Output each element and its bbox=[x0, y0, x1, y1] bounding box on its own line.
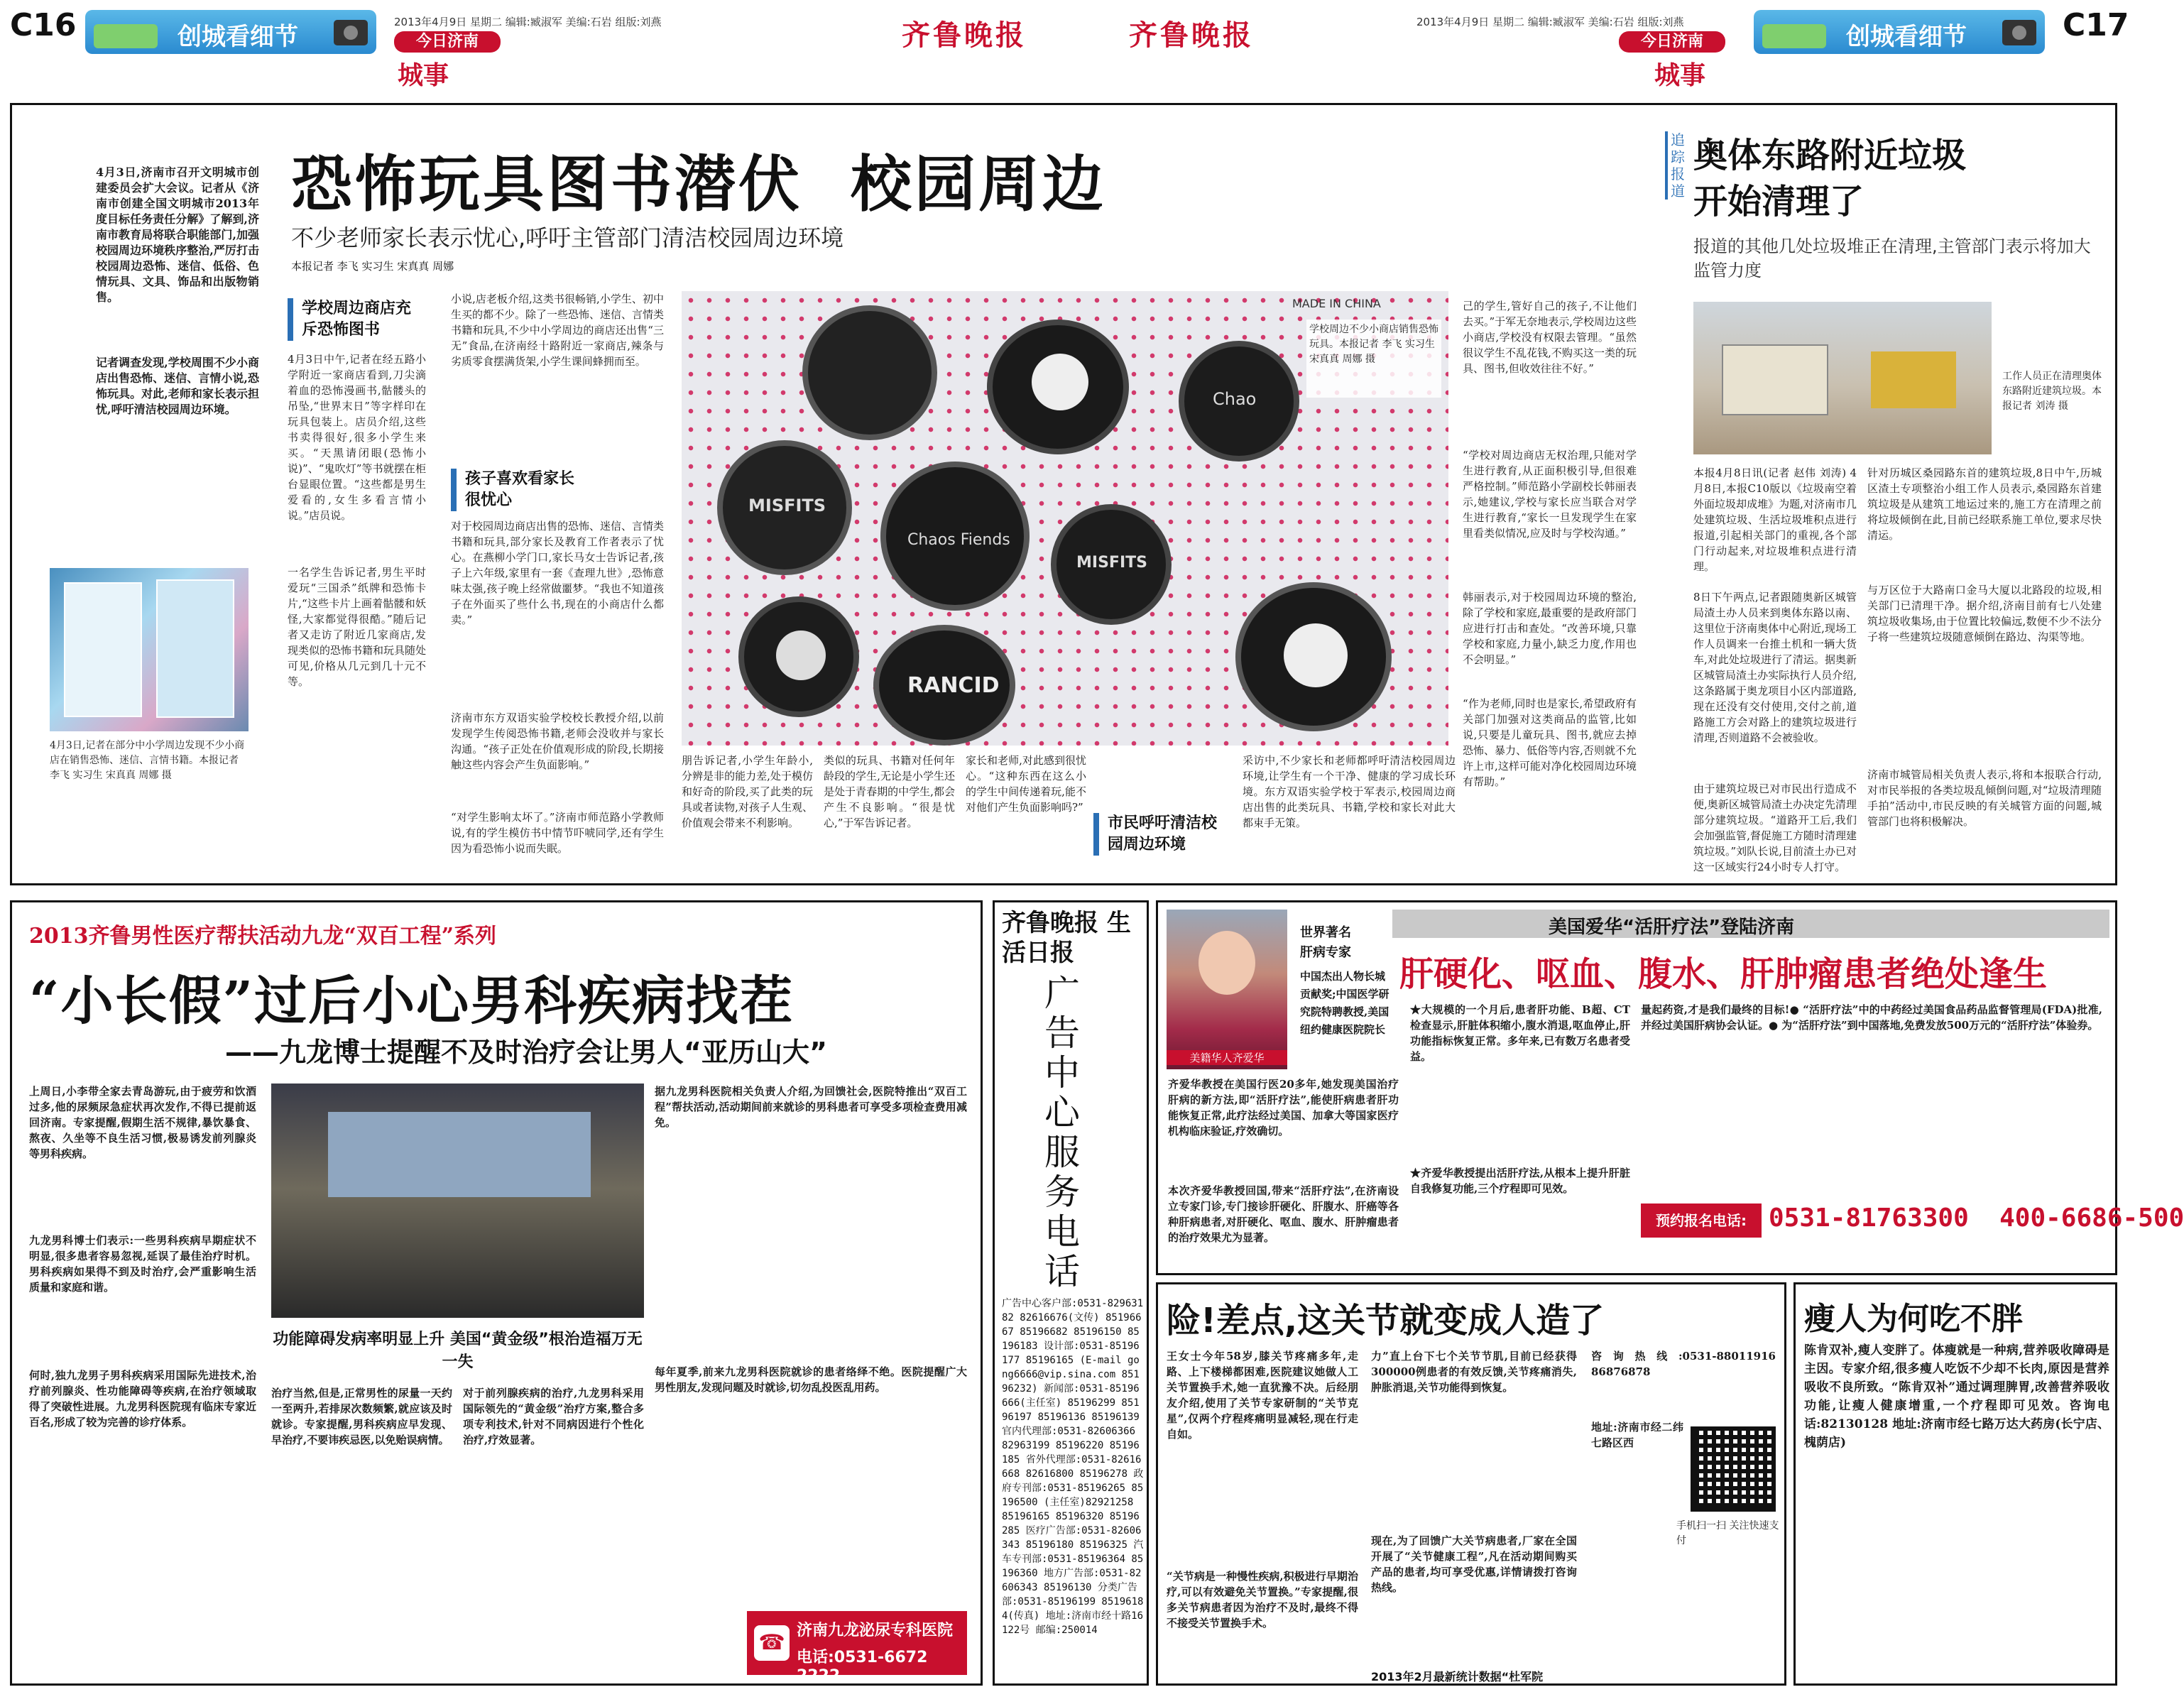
made-in-china-label: MADE IN CHINA bbox=[1292, 297, 1381, 310]
ad-male-body-1: 上周日,小李带全家去青岛游玩,由于疲劳和饮酒过多,他的尿频尿急症状再次发作,不得已提前返回济南。专家提醒,假期生活不规律,暴饮暴食、熬夜、久坐等不良生活习惯,极易诱发前列腺炎等男科疾病。 bbox=[29, 1085, 256, 1160]
weight-headline: 瘦人为何吃不胖 bbox=[1804, 1301, 2023, 1337]
garbage-photo-caption: 工作人员正在清理奥体东路附近建筑垃圾。本报记者 刘涛 摄 bbox=[2002, 371, 2102, 412]
qr-label: 手机扫一扫 关注快速支付 bbox=[1676, 1520, 1779, 1546]
badge-text: MISFITS bbox=[748, 496, 826, 515]
lead-intro: 4月3日,济南市召开文明城市创建委员会扩大会议。记者从《济南市创建全国文明城市2013年度目标任务责任分解》了解到,济南市教育局将联合职能部门,加强校园周边环境秩序整治,严厉打击校园周边恐怖、迷信、低俗、色情玩具、文具、饰品和出版物销售。 bbox=[96, 165, 259, 304]
subhead-citizens-call: 市民呼吁清洁校园周边环境 bbox=[1093, 813, 1228, 856]
joint-body-2: “关节病是一种慢性疾病,积极进行早期治疗,可以有效避免关节置换。”专家提醒,很多关节病患者因为治疗不及时,最终不得不接受关节置换手术。 bbox=[1167, 1570, 1358, 1630]
banner-left bbox=[85, 10, 376, 54]
joint-address: 地址:济南市经二纬七路区西 bbox=[1591, 1421, 1683, 1449]
lead-body-1: 4月3日中午,记者在经五路小学附近一家商店看到,刀尖滴着血的恐怖漫画书,骷髅头的吊坠,“世界末日”等字样印在玩具包装上。店员介绍,这些书卖得很好,很多小学生来买。“天黑请闭眼(恐怖小说)”、“鬼吹灯”等书就摆在柜台显眼位置。“这些都是男生爱看的,女生多看言情小说。”店员说。 bbox=[288, 353, 426, 522]
ad-male-body-6: 据九龙男科医院相关负责人介绍,为回馈社会,医院特推出“双百工程”帮扶活动,活动期间前来就诊的男科患者可享受多项检查费用减免。 bbox=[655, 1085, 967, 1129]
side-body-5: 济南市城管局相关负责人表示,将和本报联合行动,对市民举报的各类垃圾乱倾倒问题,对“垃圾清理随手拍”活动中,市民反映的有关城管方面的问题,城管部门也将积极解决。 bbox=[1867, 768, 2102, 828]
joint-body-3: 力”直上台下七个关节节肌,目前已经获得300000例患者的有效反馈,关节疼痛消失,肿胀消退,关节功能得到恢复。 bbox=[1371, 1350, 1577, 1394]
badge-misfits-1 bbox=[717, 440, 852, 575]
hotline-label: 预约报名电话: bbox=[1641, 1203, 1762, 1238]
lead-body-7: 己的学生,管好自己的孩子,不让他们去买。”于军无奈地表示,学校周边这些小商店,学校没有权限去管理。“虽然很议学生不乱花钱,不购买这一类的玩具、图书,但收效往往不好。” bbox=[1463, 300, 1637, 375]
badge-chaos-fiends bbox=[880, 462, 1030, 611]
lead-body-3: 小说,店老板介绍,这类书很畅销,小学生、初中生买的都不少。除了一些恐怖、迷信、言情类书籍和玩具,不少中小学周边的商店还出售“三无”食品,在济南经十路附近一家商店,辣条与劣质零食摆满货架,小学生课间蜂拥而至。 bbox=[451, 293, 665, 368]
expert-name: 美籍华人齐爱华 bbox=[1167, 1050, 1287, 1065]
ad-male-health bbox=[10, 900, 983, 1686]
joint-body-4: 现在,为了回馈广大关节病患者,厂家在全国开展了“关节健康工程”,凡在活动期间购买产品的患者,均可享受优惠,详情请拨打咨询热线。 bbox=[1371, 1534, 1577, 1594]
joint-footer: 2013年2月最新统计数据“杜军院 bbox=[1371, 1670, 1544, 1683]
directory-masthead: 齐鲁晚报 生活日报 bbox=[1002, 909, 1131, 967]
banner-left-text: 创城看细节 bbox=[178, 23, 298, 51]
ad-liver-therapy bbox=[1156, 900, 2184, 1275]
book-photo bbox=[50, 568, 249, 731]
badge-text: RANCID bbox=[907, 673, 1000, 698]
ad-weight-gain bbox=[1793, 1282, 2117, 1686]
section-tag-left: 今日济南 bbox=[394, 31, 501, 53]
conference-photo-caption: 功能障碍发病率明显上升 美国“黄金级”根治造福万无一失 bbox=[273, 1331, 643, 1371]
section-tag-right: 今日济南 bbox=[1619, 31, 1725, 53]
joint-body-1: 王女士今年58岁,膝关节疼痛多年,走路、上下楼梯都困难,医院建议她做人工关节置换手术,她一直犹豫不决。后经朋友介绍,使用了关节专家研制的“关节克星”,仅两个疗程疼痛明显减轻,现在行走自如。 bbox=[1167, 1350, 1358, 1441]
banner-right-text: 创城看细节 bbox=[1846, 23, 1967, 51]
hospital-name: 济南九龙泌尿专科医院 bbox=[797, 1622, 954, 1639]
conference-photo bbox=[271, 1084, 644, 1318]
lead-body-10: “作为老师,同时也是家长,希望政府有关部门加强对这类商品的监管,比如说,只要是儿童玩具、图书,就应去掉恐怖、暴力、低俗等内容,否则就不允许上市,这样可能对净化校园周边环境有帮助。” bbox=[1463, 697, 1637, 788]
badge-skull-4 bbox=[1235, 582, 1392, 731]
lead-body-8: “学校对周边商店无权治理,只能对学生进行教育,从正面积极引导,但很难严格控制。”师范路小学副校长韩丽表示,她建议,学校与家长应当联合对学生进行教育,“家长一旦发现学生在家里看类似情况,应及时与学校沟通。” bbox=[1463, 449, 1637, 540]
bus-icon bbox=[94, 24, 158, 48]
ad-service-directory bbox=[993, 900, 1149, 1686]
lead-body-5: 济南市东方双语实验学校校长教授介绍,以前发现学生传阅恐怖书籍,老师会没收并与家长沟通。“孩子正处在价值观形成的阶段,长期接触这些内容会产生负面影响。” bbox=[451, 711, 664, 771]
garbage-cleanup-photo bbox=[1693, 302, 1992, 454]
liver-body-1: 齐爱华教授在美国行医20多年,她发现美国治疗肝病的新方法,即“活肝疗法”,能使肝病患者肝功能恢复正常,此疗法经过美国、加拿大等国家医疗机构临床验证,疗效确切。 bbox=[1168, 1078, 1399, 1137]
camera-icon bbox=[2002, 20, 2036, 45]
ad-male-body-2: 九龙男科博士们表示:一些男科疾病早期症状不明显,很多患者容易忽视,延误了最佳治疗时机。男科疾病如果得不到及时治疗,会严重影响生活质量和家庭和谐。 bbox=[29, 1234, 256, 1294]
badge-skull-1 bbox=[987, 320, 1129, 454]
badge-toys-photo bbox=[682, 291, 1448, 746]
lead-body-2: 一名学生告诉记者,男生平时爱玩“三国杀”纸牌和恐怖卡片,“这些卡片上画着骷髅和妖怪,大家都觉得很酷。”随后记者又走访了附近几家商店,发现类似的恐怖书籍和玩具随处可见,价格从几元到几十元不等。 bbox=[288, 566, 427, 688]
hotline-number: 0531-81763300 400-6686-500 bbox=[1769, 1203, 2184, 1233]
expert-title-1: 世界著名 bbox=[1300, 925, 1351, 940]
side-headline-2: 开始清理了 bbox=[1693, 182, 1864, 222]
date-line-left: 2013年4月9日 星期二 编辑:臧淑军 美编:石岩 组版:刘燕 bbox=[394, 16, 662, 28]
weight-body: 陈肯双补,瘦人变胖了。体瘦就是一种病,营养吸收障碍是主因。专家介绍,很多瘦人吃饭不少却不长肉,原因是营养吸收不良所致。“陈肯双补”通过调理脾胃,改善营养吸收功能,让瘦人健康增重,一个疗程即可见效。咨询电话:82130128 地址:济南市经七路万达大药房(长宁店、槐荫店) bbox=[1804, 1343, 2109, 1450]
subhead-shop-books: 学校周边商店充斥恐怖图书 bbox=[288, 298, 422, 341]
side-body-2: 由于建筑垃圾已对市民出行造成不便,奥新区城管局渣土办决定先清理部分建筑垃圾。“道路开工后,我们会加强监管,督促施工方随时清理建筑垃圾。”刘队长说,目前渣土办已对这一区域实行24小时专人打守。 bbox=[1693, 782, 1857, 873]
expert-bio: 中国杰出人物长城贡献奖;中国医学研究院特聘教授,美国纽约健康医院院长 bbox=[1300, 970, 1389, 1036]
lead-body-4: 对于校园周边商店出售的恐怖、迷信、言情类书籍和玩具,部分家长及教育工作者表示了忧心。在燕柳小学门口,家长马女士告诉记者,孩子上六年级,家里有一套《查理九世》,恐怖意味太强,孩子晚上经常做噩梦。“我也不知道孩子在外面买了些什么书,现在的小商店什么都卖。” bbox=[451, 520, 665, 626]
lead-body-12: 朋告诉记者,小学生年龄小,分辨是非的能力差,处于模仿和好奇的阶段,买了此类的玩具或者读物,对孩子人生观、价值观会带来不利影响。 bbox=[682, 754, 813, 829]
liver-hotline bbox=[1641, 1199, 2184, 1242]
side-body-4: 与万区位于大路南口金马大厦以北路段的垃圾,相关部门已清理干净。据介绍,济南目前有七八处建筑垃圾收集场,由于位置比较偏远,数便不少不法分子将一些建筑垃圾随意倾倒在路边、沟渠等地。 bbox=[1867, 584, 2102, 643]
lead-headline: 恐怖玩具图书潜伏 校园周边 bbox=[291, 149, 1106, 220]
ad-campaign: 2013齐鲁男性医疗帮扶活动九龙“双百工程”系列 bbox=[29, 924, 497, 949]
side-body-1: 8日下午两点,记者跟随奥新区城管局渣土办人员来到奥体东路以南、这里位于济南奥体中心附近,现场工作人员调来一台推土机和一辆大货车,对此处垃圾进行了清运。据奥新区城管局渣土办实际执行人员介绍,这条路属于奥龙项目小区内部道路,现在还没有交付使用,交付之前,道路施工方会对路上的建筑垃圾进行清理,否则道路不会被验收。 bbox=[1693, 591, 1857, 744]
ad-headline: “小长假”过后小心男科疾病找茬 bbox=[29, 971, 795, 1032]
bus-icon bbox=[1762, 24, 1826, 48]
liver-body-2: 本次齐爱华教授回国,带来“活肝疗法”,在济南设立专家门诊,专门接诊肝硬化、肝腹水、肝癌等各种肝病患者,对肝硬化、呕血、腹水、肝肿瘤患者的治疗效果尤为显著。 bbox=[1168, 1184, 1399, 1244]
lead-body-13: 类似的玩具、书籍对任何年龄段的学生,无论是小学生还是处于青春期的中学生,都会产生不良影响。“很是忧心,”于军告诉记者。 bbox=[824, 754, 955, 829]
ad-male-body-3: 何时,独九龙男子男科疾病采用国际先进技术,治疗前列腺炎、性功能障碍等疾病,在治疗领域取得了突破性进展。九龙男科医院现有临床专家近百名,形成了较为完善的诊疗体系。 bbox=[29, 1369, 256, 1429]
ad-male-body-5: 对于前列腺疾病的治疗,九龙男科采用国际领先的“黄金级”治疗方案,整合多项专利技术,针对不同病因进行个性化治疗,疗效显著。 bbox=[463, 1387, 644, 1446]
side-body-3: 针对历城区桑园路东首的建筑垃圾,8日中午,历城区渣土专项整治小组工作人员表示,桑园路东首建筑垃圾是从建筑工地运过来的,施工方在清理之前将垃圾倾倒在此,目前已经联系施工单位,要求尽快清运。 bbox=[1867, 466, 2102, 542]
side-label: 追踪报道 bbox=[1665, 131, 1683, 200]
badge-skull-3 bbox=[738, 596, 859, 717]
lead-byline: 本报记者 李飞 实习生 宋真真 周娜 bbox=[291, 260, 454, 273]
banner-right bbox=[1754, 10, 2045, 54]
badge-text: Chaos Fiends bbox=[907, 531, 1010, 549]
joint-hotline: 咨询热线:0531-88011916 86876878 bbox=[1591, 1350, 1776, 1378]
liver-body-4: ★齐爱华教授提出活肝疗法,从根本上提升肝脏自我修复功能,三个疗程即可见效。 bbox=[1410, 1167, 1630, 1195]
side-headline-1: 奥体东路附近垃圾 bbox=[1693, 136, 1967, 175]
ad-joint bbox=[1156, 1282, 1786, 1686]
subhead-kids-like: 孩子喜欢看家长很忧心 bbox=[451, 469, 579, 511]
expert-title-2: 肝病专家 bbox=[1300, 945, 1351, 960]
lead-subtitle: 不少老师家长表示忧心,呼吁主管部门清洁校园周边环境 bbox=[291, 224, 844, 251]
badge-text: Chao bbox=[1213, 389, 1257, 409]
lead-body-6: “对学生影响太坏了。”济南市师范路小学教师说,有的学生模仿书中情节吓唬同学,还有学生因为看恐怖小说而失眠。 bbox=[451, 811, 664, 855]
expert-portrait bbox=[1167, 910, 1287, 1069]
liver-ad-title-bar bbox=[1392, 910, 2109, 938]
hospital-contact bbox=[747, 1611, 967, 1685]
section-name-right: 城事 bbox=[1654, 61, 1706, 90]
liver-body-5: 量起药资,才是我们最终的目标!● “活肝疗法”中的中药经过美国食品药品监督管理局(FDA)批准,并经过美国肝病协会认证。● 为“活肝疗法”到中国落地,免费发放500万元的“活肝疗法”体验券。 bbox=[1641, 1003, 2102, 1032]
hospital-hotline: 电话:0531-6672 2222 bbox=[797, 1649, 928, 1685]
section-name-left: 城事 bbox=[398, 61, 449, 90]
liver-ad-title: 美国爱华“活肝疗法”登陆济南 bbox=[1549, 917, 1795, 938]
masthead-left: 齐鲁晚报 bbox=[902, 18, 1027, 52]
side-byline: 本报4月8日讯(记者 赵伟 刘涛) 4月8日,本报C10版以《垃圾南空着 外面垃圾却成堆》为题,对济南市几处建筑垃圾、生活垃圾堆积点进行报道,引起相关部门的重视,各个部门行动起来,对垃圾堆积点进行清理。 bbox=[1693, 466, 1857, 573]
side-subtitle: 报道的其他几处垃圾堆正在清理,主管部门表示将加大监管力度 bbox=[1693, 236, 2091, 280]
directory-vertical-title: 广告中心服务电话 bbox=[1044, 973, 1080, 1292]
lead-body-9: 韩丽表示,对于校园周边环境的整治,除了学校和家庭,最重要的是政府部门应进行打击和查处。“改善环境,只靠学校和家庭,力量小,缺乏力度,作用也不会明显。” bbox=[1463, 591, 1637, 666]
phone-icon: ☎ bbox=[754, 1625, 790, 1661]
liver-ad-headline: 肝硬化、呕血、腹水、肝肿瘤患者绝处逢生 bbox=[1399, 954, 2048, 994]
liver-body-3: ★大规模的一个月后,患者肝功能、B超、CT检查显示,肝脏体积缩小,腹水消退,呕血停止,肝功能指标恢复正常。多年来,已有数万名患者受益。 bbox=[1410, 1003, 1630, 1063]
lead-body-14: 家长和老师,对此感到很忧心。“这种东西在这么小的学生中间传递着玩,能不对他们产生负面影响吗?” bbox=[966, 754, 1086, 814]
lead-body-11: 采访中,不少家长和老师都呼吁清洁校园周边环境,让学生有一个干净、健康的学习成长环境。东方双语实验学校于军表示,校园周边商店出售的此类玩具、书籍,学校和家长对此大都束手无策。 bbox=[1243, 754, 1456, 829]
lead-intro-2: 记者调查发现,学校周围不少小商店出售恐怖、迷信、言情小说,恐怖玩具。对此,老师和家长表示担忧,呼吁清洁校园周边环境。 bbox=[96, 356, 259, 416]
date-line-right: 2013年4月9日 星期二 编辑:臧淑军 美编:石岩 组版:刘燕 bbox=[1416, 16, 1684, 28]
badge-chao bbox=[1179, 341, 1299, 462]
page-number-right: C17 bbox=[2063, 7, 2129, 43]
directory-body: 广告中心客户部:0531-82963182 82616676(文传) 85196667 85196682 85196150 85196183 设计部:0531-85196177 85196165 (E-mail gong6666@vip.sina.com 85196232) 新闻部:0531-85196666(主任室) 85196299 85196197 85196136 85196139 官内代理部:0531-82606366 82963199 85196220 85196185 省外代理部:0531-82616668 82616800 85196278 政府专刊部:0531-85196265 85196500 (主任室)82921258 85196165 85196320 85196285 医疗广告部:0531-82606343 85196180 85196325 汽车专刊部:0531-85196364 85196360 地方广告部:0531-82606343 85196130 分类广告部:0531-85196199 85196184(传真) 地址:济南市经十路16122号 邮编:250014 bbox=[1002, 1298, 1144, 1636]
badge-rancid bbox=[873, 625, 1015, 746]
badge-text: MISFITS bbox=[1076, 554, 1147, 572]
ad-male-body-4: 治疗当然,但是,正常男性的尿量一天约一至两升,若排尿次数频繁,就应该及时就诊。专家提醒,男科疾病应早发现、早治疗,不要讳疾忌医,以免贻误病情。 bbox=[271, 1387, 452, 1446]
camera-icon bbox=[334, 20, 368, 45]
page-number-left: C16 bbox=[10, 7, 77, 43]
ad-male-body-7: 每年夏季,前来九龙男科医院就诊的患者络绎不绝。医院提醒广大男性朋友,发现问题及时就诊,切勿乱投医乱用药。 bbox=[655, 1365, 967, 1394]
badge-skull-2 bbox=[1051, 504, 1172, 625]
masthead-right: 齐鲁晚报 bbox=[1129, 18, 1254, 52]
qr-code bbox=[1691, 1426, 1776, 1512]
joint-headline: 险!差点,这关节就变成人造了 bbox=[1167, 1301, 1605, 1341]
book-photo-caption: 4月3日,记者在部分中小学周边发现不少小商店在销售恐怖、迷信、言情书籍。本报记者 李飞 实习生 宋真真 周娜 摄 bbox=[50, 740, 245, 781]
badge-skeleton bbox=[802, 305, 937, 440]
badge-photo-caption: 学校周边不少小商店销售恐怖玩具。本报记者 李飞 实习生 宋真真 周娜 摄 bbox=[1306, 320, 1441, 398]
ad-subheadline: ——九龙博士提醒不及时治疗会让男人“亚历山大” bbox=[225, 1037, 827, 1068]
